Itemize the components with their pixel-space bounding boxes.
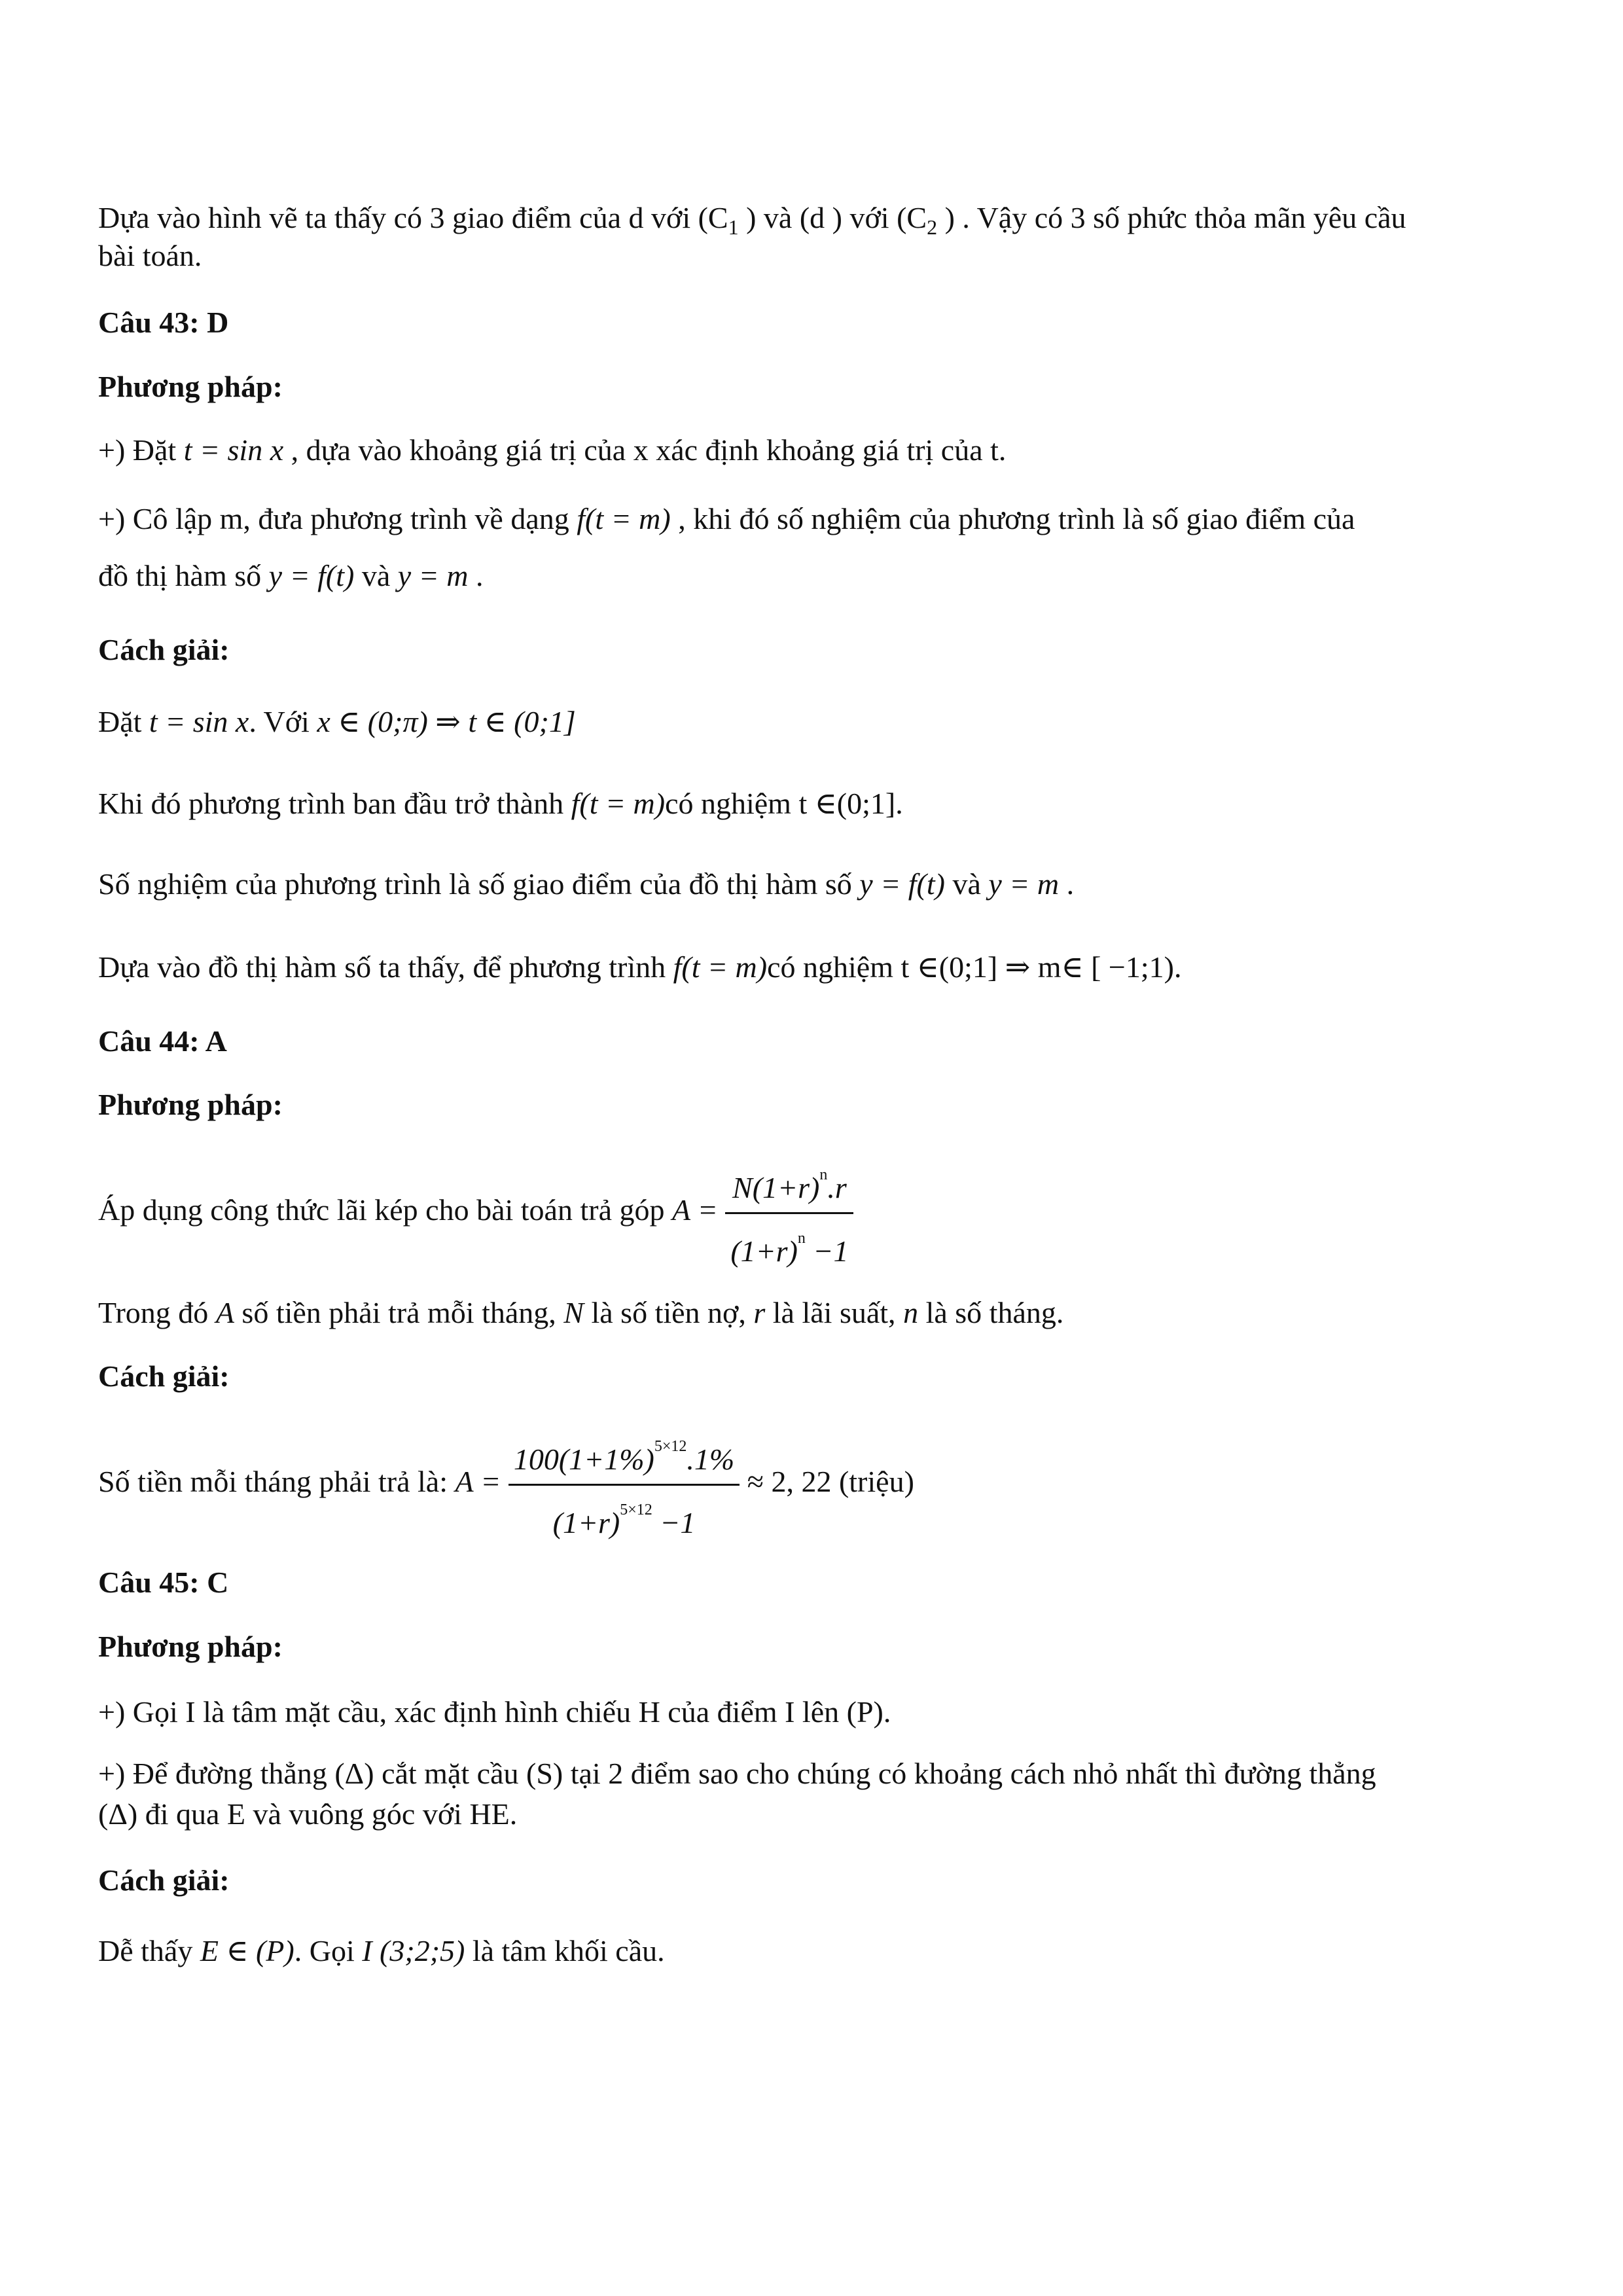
q44-method-line-2: Trong đó A số tiền phải trả mỗi tháng, N là số tiền nợ, r là lãi suất, n là số tháng. <box>98 1296 1064 1329</box>
q45-solution-heading: Cách giải: <box>98 1863 230 1897</box>
q44-title: Câu 44: A <box>98 1024 227 1058</box>
q45-method-line-2: +) Để đường thẳng (Δ) cắt mặt cầu (S) tại 2 điểm sao cho chúng có khoảng cách nhỏ nhất thì đường thẳng <box>98 1757 1376 1790</box>
q44-method-heading: Phương pháp: <box>98 1088 283 1121</box>
fraction <box>508 1424 740 1546</box>
q43-method-line-3: đồ thị hàm số y = f(t) và y = m . <box>98 559 484 592</box>
intro-line-1: Dựa vào hình vẽ ta thấy có 3 giao điểm của d với ($C_1$ ) và (d ) với ($C_2$ ) . Vậy có 3 số phức thỏa mãn yêu cầu <box>98 201 1406 240</box>
fraction-bar <box>508 1484 740 1486</box>
q43-solution-line-2: Khi đó phương trình ban đầu trở thành f(t = m)có nghiệm t ∈(0;1]. <box>98 787 903 820</box>
q43-solution-line-4: Dựa vào đồ thị hàm số ta thấy, để phương trình f(t = m)có nghiệm t ∈(0;1] ⇒ m∈ [ −1;1). <box>98 950 1182 984</box>
q45-method-line-1: +) Gọi I là tâm mặt cầu, xác định hình chiếu H của điểm I lên (P). <box>98 1695 891 1729</box>
q43-method-line-1: +) Đặt t = sin x , dựa vào khoảng giá trị của x xác định khoảng giá trị của t. <box>98 433 1007 467</box>
math-expression: t = sin x <box>183 433 284 467</box>
q45-method-heading: Phương pháp: <box>98 1630 283 1663</box>
math-expression: y = m <box>397 559 469 592</box>
q43-solution-line-3: Số nghiệm của phương trình là số giao điểm của đồ thị hàm số y = f(t) và y = m . <box>98 867 1075 901</box>
math-expression: y = f(t) <box>859 867 945 901</box>
subscript: 2 <box>927 215 938 240</box>
math-expression: E ∈ (P) <box>200 1934 294 1967</box>
q44-solution-heading: Cách giải: <box>98 1359 230 1393</box>
fraction-bar <box>725 1212 853 1214</box>
fraction <box>725 1152 853 1274</box>
q45-solution-line-1: Dễ thấy E ∈ (P). Gọi I (3;2;5) là tâm khối cầu. <box>98 1934 665 1967</box>
q43-title: Câu 43: D <box>98 306 229 339</box>
subscript: 1 <box>728 215 739 240</box>
math-expression: A = <box>672 1193 718 1227</box>
math-expression: y = f(t) <box>268 559 355 592</box>
math-expression: x ∈ (0;π) ⇒ t ∈ (0;1] <box>317 705 576 738</box>
q45-title: Câu 45: C <box>98 1566 229 1599</box>
q43-solution-line-1: Đặt t = sin x. Với x ∈ (0;π) ⇒ t ∈ (0;1] <box>98 705 576 738</box>
fraction-numerator: $100(1+1\%)^{5\times 12}.1\%$ <box>513 1438 735 1476</box>
q43-solution-heading: Cách giải: <box>98 633 230 666</box>
q44-method-formula-line: Áp dụng công thức lãi kép cho bài toán trả góp A = $\frac{N(1+r)^n.r}{(1+r)^n -1}$ <box>98 1152 1531 1274</box>
fraction-numerator: $N(1+r)^n.r$ <box>732 1166 847 1204</box>
math-expression: f(t = m) <box>673 950 768 984</box>
intro-line-2: bài toán. <box>98 239 202 272</box>
math-expression: I (3;2;5) <box>362 1934 465 1967</box>
q43-method-line-2: +) Cô lập m, đưa phương trình về dạng f(t = m) , khi đó số nghiệm của phương trình là số giao điểm của <box>98 502 1355 535</box>
math-expression: f(t = m) <box>577 502 671 535</box>
q43-method-heading: Phương pháp: <box>98 370 283 403</box>
fraction-denominator: $(1+r)^n -1$ <box>730 1230 849 1268</box>
math-expression: A = <box>455 1465 501 1499</box>
q44-solution-formula-line: Số tiền mỗi tháng phải trả là: A = $\frac{100(1+1\%)^{5\times 12}.1\%}{(1+r)^{5\times 12} -1}$ ≈ 2, 22 (triệu) <box>98 1424 1531 1546</box>
fraction-denominator: $(1+r)^{5\times 12} -1$ <box>552 1501 696 1539</box>
q45-method-line-3: (Δ) đi qua E và vuông góc với HE. <box>98 1797 518 1831</box>
math-expression: y = m <box>988 867 1060 901</box>
math-expression: t = sin x <box>149 705 249 738</box>
math-expression: f(t = m) <box>571 787 666 820</box>
